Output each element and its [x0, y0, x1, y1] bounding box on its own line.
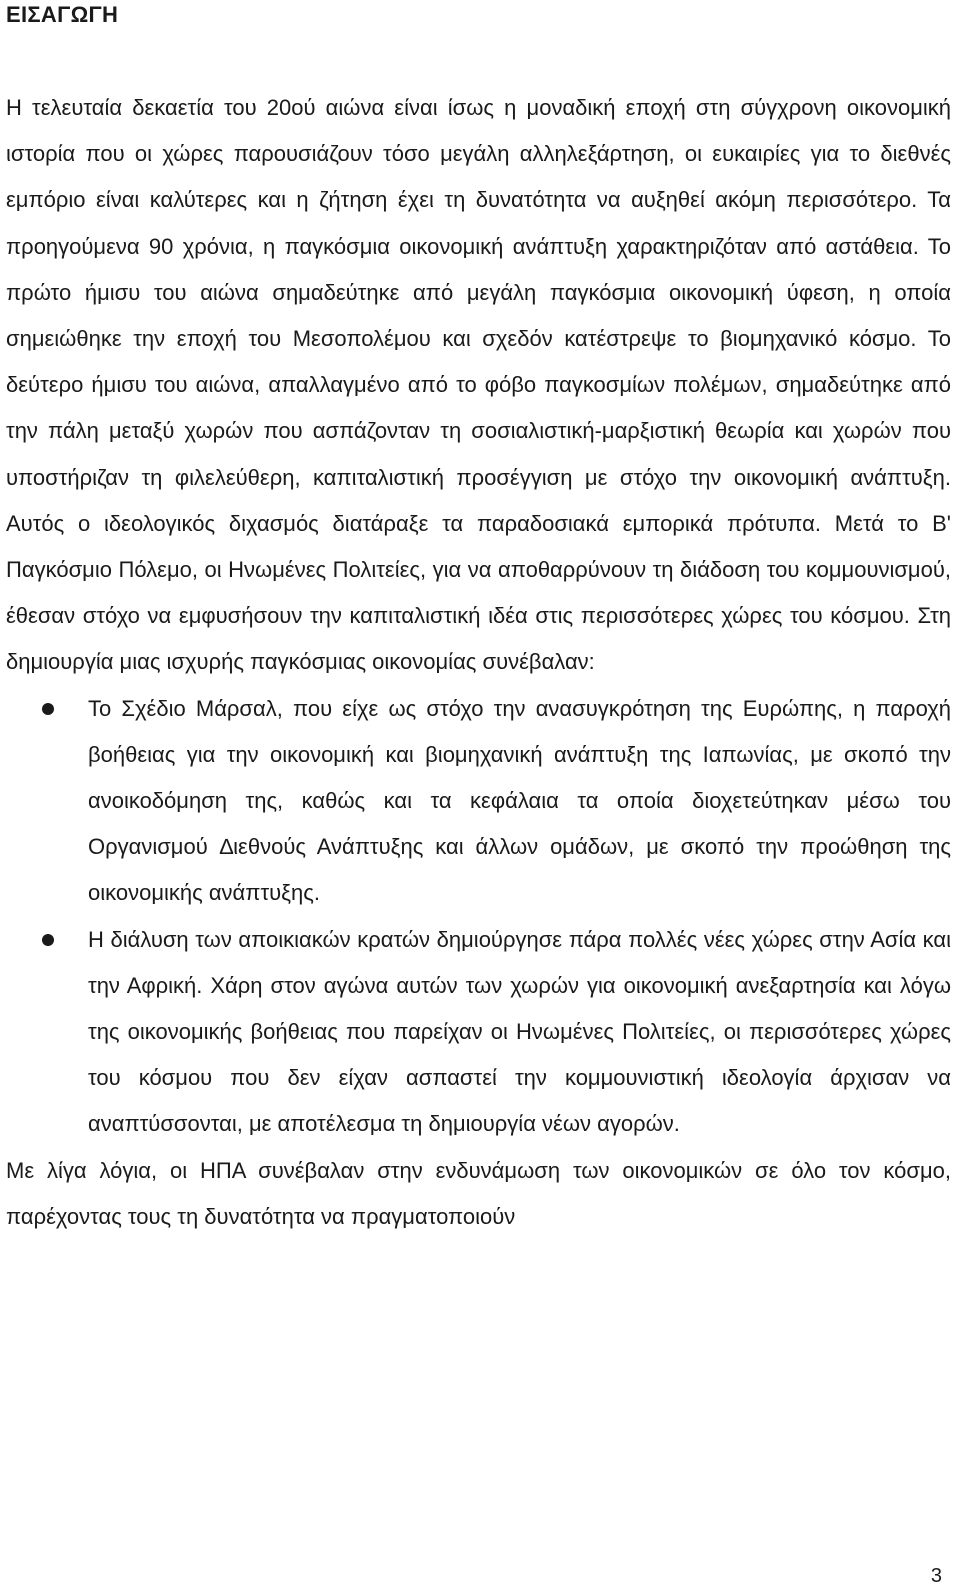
list-item-text: Η διάλυση των αποικιακών κρατών δημιούργησε πάρα πολλές νέες χώρες στην Ασία και την Αφρική. Χάρη στον αγώνα αυτών των χωρών για οικονομική ανεξαρτησία και λόγω της οικονομικής βοήθειας που παρείχαν οι Ηνωμένες Πολιτείες, οι περισσότερες χώρες του κόσμου που δεν είχαν ασπαστεί την κομμουνιστική ιδεολογία άρχισαν να αναπτύσσονται, με αποτέλεσμα τη δημιουργία νέων αγορών. [88, 926, 951, 1137]
list-item [88, 686, 951, 917]
list-item-text: Το Σχέδιο Μάρσαλ, που είχε ως στόχο την ανασυγκρότηση της Ευρώπης, η παροχή βοήθειας για την οικονομική και βιομηχανική ανάπτυξη της Ιαπωνίας, με σκοπό την ανοικοδόμηση της, καθώς και τα κεφάλαια τα οποία διοχετεύτηκαν μέσω του Οργανισμού ∆ιεθνούς Ανάπτυξης και άλλων ομάδων, με σκοπό την προώθηση της οικονομικής ανάπτυξης. [88, 695, 951, 906]
bullet-icon [42, 703, 54, 715]
closing-paragraph: Με λίγα λόγια, οι ΗΠΑ συνέβαλαν στην ενδυνάμωση των οικονομικών σε όλο τον κόσμο, παρέχοντας τους τη δυνατότητα να πραγματοποιούν [6, 1157, 951, 1229]
bullet-list [6, 686, 951, 1148]
bullet-icon [42, 934, 54, 946]
list-item [88, 917, 951, 1148]
page-number: 3 [930, 1565, 942, 1587]
intro-paragraph: Η τελευταία δεκαετία του 20ού αιώνα είναι ίσως η μοναδική εποχή στη σύγχρονη οικονομική ιστορία που οι χώρες παρουσιάζουν τόσο μεγάλη αλληλεξάρτηση, οι ευκαιρίες για το διεθνές εμπόριο είναι καλύτερες και η ζήτηση έχει τη δυνατότητα να αυξηθεί ακόμη περισσότερο. Τα προηγούμενα 90 χρόνια, η παγκόσμια οικονομική ανάπτυξη χαρακτηριζόταν από αστάθεια. Το πρώτο ήμισυ του αιώνα σημαδεύτηκε από μεγάλη παγκόσμια οικονομική ύφεση, η οποία σημειώθηκε την εποχή του Μεσοπολέμου και σχεδόν κατέστρεψε το βιομηχανικό κόσμο. Το δεύτερο ήμισυ του αιώνα, απαλλαγμένο από το φόβο παγκοσμίων πολέμων, σημαδεύτηκε από την πάλη μεταξύ χωρών που ασπάζονταν τη σοσιαλιστική-μαρξιστική θεωρία και χωρών που υποστήριζαν τη φιλελεύθερη, καπιταλιστική προσέγγιση με στόχο την οικονομική ανάπτυξη. Αυτός ο ιδεολογικός διχασμός διατάραξε τα παραδοσιακά εμπορικά πρότυπα. Μετά το Β' Παγκόσμιο Πόλεμο, οι Ηνωμένες Πολιτείες, για να αποθαρρύνουν τη διάδοση του κομμουνισμού, έθεσαν στόχο να εμφυσήσουν την καπιταλιστική ιδέα στις περισσότερες χώρες του κόσμου. Στη δημιουργία μιας ισχυρής παγκόσμιας οικονομίας συνέβαλαν: [6, 95, 951, 675]
section-heading: ΕΙΣΑΓΩΓΗ [6, 2, 119, 27]
document-page [6, 0, 951, 1240]
